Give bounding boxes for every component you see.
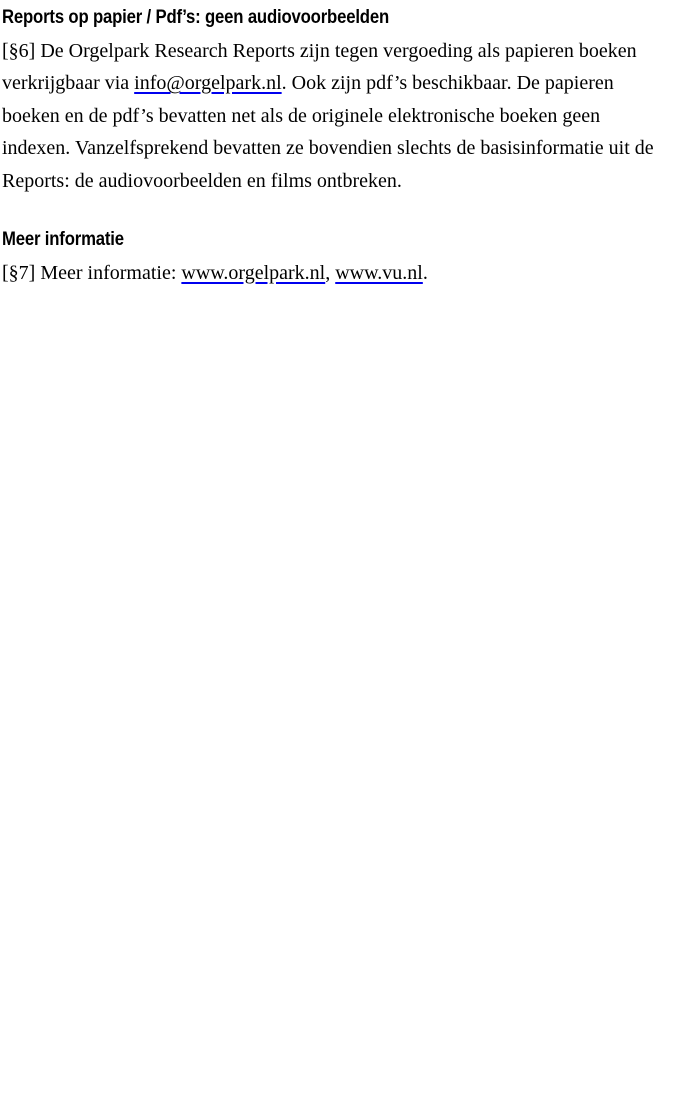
section-heading-meer-informatie [2,224,668,257]
section-heading-text: Meer informatie [2,229,124,250]
section-heading-reports-op-papier [2,2,668,35]
paragraph-text: . [422,261,428,284]
paragraph-s7 [2,257,662,290]
link-www-vu-nl[interactable]: www.vu.nl [335,261,423,284]
paragraph-text: [§7] Meer informatie: [2,261,182,284]
paragraph-text: [§6] De Orgelpark Research Reports zijn tegen vergoeding als papieren boeken verkrijgbaar via [2,39,637,94]
link-www-orgelpark-nl[interactable]: www.orgelpark.nl [181,261,326,284]
email-link-info-orgelpark[interactable]: info@orgelpark.nl [134,72,282,94]
paragraph-text: . Ook zijn pdf’s beschikbaar. De papieren boeken en de pdf’s bevatten net als de originele elektronische boeken geen indexen. Vanzelfsprekend bevatten ze bovendien slechts de basisinformatie uit de Reports: de audiovoorbeelden en films ontbreken. [2,72,654,192]
paragraph-text: , [325,261,336,284]
section-heading-text: Reports op papier / Pdf’s: geen audiovoorbeelden [2,7,390,28]
document-page [0,0,680,289]
paragraph-s6 [2,35,662,198]
